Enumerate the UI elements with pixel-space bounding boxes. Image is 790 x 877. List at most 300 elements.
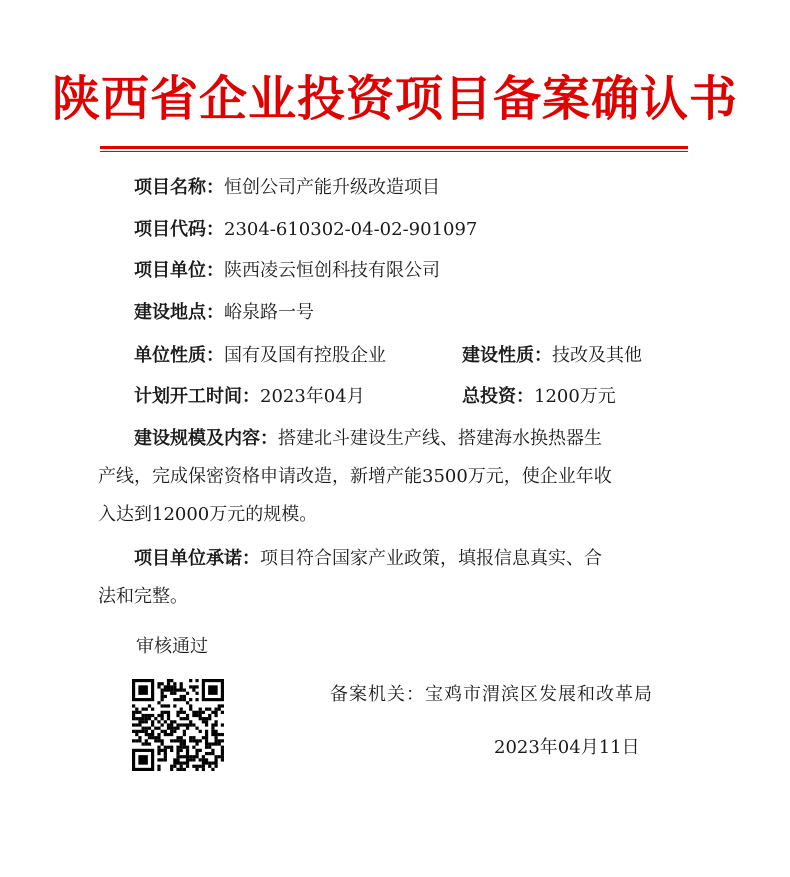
field-project-code [134,218,477,242]
qr-module [186,765,189,768]
commitment-text: 项目符合国家产业政策，填报信息真实、合 [260,548,602,569]
qr-module [167,746,170,749]
qr-module [186,749,189,752]
scale-paragraph [98,420,698,534]
qr-module [183,723,186,726]
qr-module [176,698,179,701]
field-project-name [134,176,440,200]
field-start-time [134,385,365,409]
qr-module [211,730,214,733]
qr-module [195,749,198,752]
qr-module [189,755,192,758]
qr-module [211,752,214,755]
qr-module [202,736,205,739]
qr-module [214,730,217,733]
qr-module [199,765,202,768]
title-rule-thick [100,146,688,149]
qr-module [205,752,208,755]
qr-module [211,723,214,726]
qr-module [138,720,141,723]
field-value: 2023年04月 [260,386,365,407]
qr-module [189,704,192,707]
qr-module [192,736,195,739]
field-label: 建设性质： [462,345,552,366]
qr-module [157,765,160,768]
qr-module [205,739,208,742]
qr-module [192,746,195,749]
qr-module [164,695,167,698]
qr-module [195,714,198,717]
field-value: 恒创公司产能升级改造项目 [224,177,440,198]
scale-text: 搭建北斗建设生产线、搭建海水换热器生 [278,428,602,449]
qr-module [161,717,164,720]
qr-module [214,765,217,768]
qr-module [218,755,221,758]
qr-module [211,711,214,714]
qr-module [176,755,179,758]
qr-module [167,682,170,685]
qr-module [145,733,148,736]
qr-module [186,727,189,730]
field-investment [462,385,616,409]
qr-module [167,679,170,682]
qr-module [161,695,164,698]
qr-module [167,723,170,726]
field-value: 陕西凌云恒创科技有限公司 [224,260,440,281]
qr-module [211,742,214,745]
qr-module [173,720,176,723]
qr-module [189,736,192,739]
qr-module [142,714,145,717]
qr-module [170,727,173,730]
qr-module [157,733,160,736]
qr-module [205,761,208,764]
qr-module [205,733,208,736]
qr-module [202,720,205,723]
qr-module [161,682,164,685]
qr-module [214,742,217,745]
qr-module [176,711,179,714]
qr-module [183,746,186,749]
qr-module [132,739,135,742]
qr-module [186,761,189,764]
qr-module [195,685,198,688]
qr-module [164,689,167,692]
qr-module [186,755,189,758]
qr-finder-inner [138,685,148,695]
qr-module [218,708,221,711]
qr-module [161,698,164,701]
qr-module [157,736,160,739]
qr-module [164,755,167,758]
qr-module [148,736,151,739]
field-label: 项目代码： [134,219,224,240]
qr-module [180,708,183,711]
qr-module [176,749,179,752]
qr-module [195,711,198,714]
qr-module [176,761,179,764]
qr-module [170,746,173,749]
qr-module [195,679,198,682]
qr-module [211,733,214,736]
qr-module [170,679,173,682]
qr-module [199,739,202,742]
qr-module [161,739,164,742]
qr-module [170,765,173,768]
qr-module [167,685,170,688]
qr-module [205,736,208,739]
qr-module [138,723,141,726]
field-label: 计划开工时间： [134,386,260,407]
qr-module [157,714,160,717]
qr-module [167,717,170,720]
qr-module [176,768,179,771]
qr-module [192,755,195,758]
qr-module [173,689,176,692]
qr-module [154,739,157,742]
field-label: 单位性质： [134,345,224,366]
title-rule-thin [100,151,688,152]
qr-module [202,758,205,761]
qr-module [192,765,195,768]
qr-module [173,730,176,733]
qr-module [221,749,224,752]
qr-module [202,755,205,758]
qr-module [199,708,202,711]
qr-module [180,723,183,726]
qr-code [132,679,224,771]
field-value: 技改及其他 [552,345,642,366]
commitment-label: 项目单位承诺： [134,548,260,569]
qr-module [208,742,211,745]
qr-module [202,768,205,771]
qr-module [199,714,202,717]
document-title: 陕西省企业投资项目备案确认书 [51,71,738,127]
qr-module [164,752,167,755]
qr-module [145,720,148,723]
qr-module [161,704,164,707]
qr-module [218,733,221,736]
qr-module [148,714,151,717]
qr-module [170,720,173,723]
qr-module [183,698,186,701]
qr-module [183,755,186,758]
qr-module [183,695,186,698]
qr-module [132,717,135,720]
qr-module [221,711,224,714]
field-value: 峪泉路一号 [224,302,314,323]
qr-module [173,692,176,695]
qr-module [208,717,211,720]
qr-module [186,701,189,704]
qr-module [138,739,141,742]
qr-module [176,752,179,755]
qr-module [192,685,195,688]
qr-module [157,749,160,752]
qr-module [183,733,186,736]
qr-module [214,739,217,742]
qr-module [145,714,148,717]
qr-module [161,692,164,695]
qr-module [135,733,138,736]
field-unit-nature [134,344,386,368]
qr-module [151,736,154,739]
qr-module [202,761,205,764]
qr-module [170,723,173,726]
qr-module [202,765,205,768]
qr-module [164,711,167,714]
qr-module [192,689,195,692]
commitment-line-2: 法和完整。 [98,586,188,607]
qr-module [151,733,154,736]
review-status: 审核通过 [136,636,208,657]
qr-module [161,742,164,745]
qr-module [148,742,151,745]
qr-module [135,708,138,711]
scale-line-3: 入达到12000万元的规模。 [98,504,318,525]
qr-module [132,730,135,733]
qr-module [208,765,211,768]
qr-module [214,708,217,711]
qr-module [208,746,211,749]
qr-finder-inner [208,685,218,695]
filing-authority: 备案机关：宝鸡市渭滨区发展和改革局 [330,684,653,705]
qr-module [173,685,176,688]
qr-module [142,717,145,720]
qr-module [180,746,183,749]
qr-module [221,739,224,742]
qr-module [167,711,170,714]
qr-module [180,755,183,758]
qr-module [157,727,160,730]
qr-module [157,758,160,761]
qr-module [195,727,198,730]
qr-module [195,755,198,758]
qr-module [157,739,160,742]
qr-module [205,742,208,745]
scale-line-2: 产线，完成保密资格申请改造，新增产能3500万元，使企业年收 [98,466,612,487]
qr-module [214,755,217,758]
qr-module [164,758,167,761]
qr-module [192,714,195,717]
qr-module [180,739,183,742]
qr-module [214,723,217,726]
qr-module [151,714,154,717]
qr-module [180,765,183,768]
qr-module [167,727,170,730]
qr-module [205,758,208,761]
qr-module [189,708,192,711]
qr-module [154,727,157,730]
qr-module [183,739,186,742]
field-value: 国有及国有控股企业 [224,345,386,366]
qr-module [218,739,221,742]
qr-module [214,720,217,723]
qr-module [205,746,208,749]
qr-module [208,761,211,764]
qr-module [157,685,160,688]
field-value: 2304-610302-04-02-901097 [224,219,478,240]
qr-module [173,765,176,768]
qr-module [214,714,217,717]
qr-module [176,714,179,717]
field-project-unit [134,259,440,283]
qr-module [221,758,224,761]
qr-module [170,692,173,695]
qr-module [135,717,138,720]
qr-module [157,768,160,771]
qr-module [161,730,164,733]
qr-module [142,720,145,723]
qr-module [161,749,164,752]
qr-module [164,746,167,749]
qr-module [211,768,214,771]
qr-module [173,682,176,685]
qr-module [199,711,202,714]
qr-module [186,692,189,695]
qr-module [151,730,154,733]
qr-module [183,689,186,692]
qr-module [186,746,189,749]
qr-module [192,758,195,761]
qr-module [164,730,167,733]
qr-module [164,685,167,688]
field-location [134,301,314,325]
qr-module [145,742,148,745]
qr-module [189,679,192,682]
qr-module [142,708,145,711]
qr-module [189,758,192,761]
qr-module [183,768,186,771]
qr-module [170,749,173,752]
qr-module [202,711,205,714]
qr-module [176,727,179,730]
qr-module [167,689,170,692]
qr-module [205,717,208,720]
qr-module [186,717,189,720]
qr-module [164,733,167,736]
qr-module [176,689,179,692]
qr-module [173,727,176,730]
qr-module [132,723,135,726]
qr-module [221,704,224,707]
qr-module [180,695,183,698]
qr-finder-inner [138,755,148,765]
qr-module [205,708,208,711]
qr-module [145,708,148,711]
qr-module [154,717,157,720]
qr-module [170,685,173,688]
qr-module [157,752,160,755]
qr-module [173,739,176,742]
field-label: 建设地点： [134,302,224,323]
qr-module [180,761,183,764]
qr-module [164,749,167,752]
qr-module [192,711,195,714]
qr-module [145,730,148,733]
qr-module [161,758,164,761]
qr-module [145,727,148,730]
qr-module [186,758,189,761]
qr-module [151,708,154,711]
qr-module [138,736,141,739]
qr-module [132,714,135,717]
qr-module [199,758,202,761]
field-label: 项目单位： [134,260,224,281]
qr-module [189,739,192,742]
qr-module [170,739,173,742]
qr-module [145,717,148,720]
field-build-nature [462,344,642,368]
qr-module [173,698,176,701]
qr-module [173,761,176,764]
qr-module [148,733,151,736]
qr-module [189,698,192,701]
qr-module [183,761,186,764]
qr-module [170,733,173,736]
qr-module [180,689,183,692]
qr-module [214,758,217,761]
qr-module [195,765,198,768]
qr-module [138,717,141,720]
qr-module [173,758,176,761]
qr-module [161,689,164,692]
qr-module [167,704,170,707]
qr-module [208,752,211,755]
commitment-paragraph [98,540,698,616]
qr-module [161,714,164,717]
qr-module [135,739,138,742]
qr-module [199,730,202,733]
qr-module [214,733,217,736]
qr-module [138,711,141,714]
qr-module [157,682,160,685]
qr-module [157,746,160,749]
qr-module [180,736,183,739]
qr-module [205,730,208,733]
qr-module [192,723,195,726]
field-value: 1200万元 [534,386,616,407]
qr-module [176,758,179,761]
commitment-line-1 [98,540,698,578]
qr-module [170,768,173,771]
qr-module [164,720,167,723]
qr-module [195,752,198,755]
qr-module [180,698,183,701]
qr-module [148,727,151,730]
qr-module [208,714,211,717]
qr-module [221,733,224,736]
qr-module [186,752,189,755]
qr-module [135,711,138,714]
qr-module [183,717,186,720]
qr-module [176,746,179,749]
qr-module [183,730,186,733]
qr-module [214,761,217,764]
qr-module [132,704,135,707]
qr-module [135,723,138,726]
qr-module [164,704,167,707]
qr-module [148,717,151,720]
qr-module [161,711,164,714]
qr-module [132,711,135,714]
qr-module [180,682,183,685]
qr-module [135,730,138,733]
qr-module [180,768,183,771]
qr-module [199,749,202,752]
field-label: 总投资： [462,386,534,407]
qr-module [142,727,145,730]
